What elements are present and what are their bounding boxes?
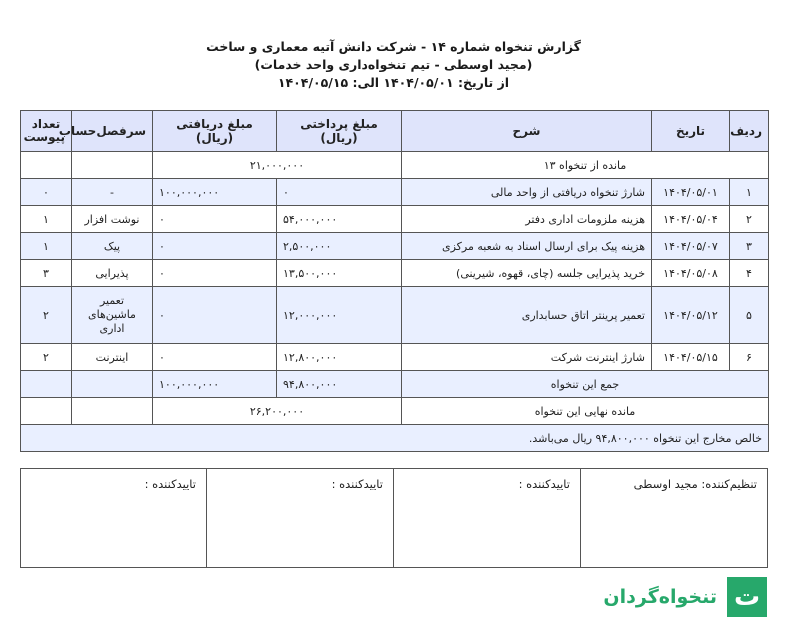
row-index: ۳ (730, 233, 769, 260)
table-row (21, 287, 769, 344)
approver-label: تاییدکننده : (331, 477, 383, 491)
signature-box-approver (206, 468, 394, 568)
col-header-description: شرح (402, 111, 652, 152)
total-row (21, 371, 769, 398)
opening-balance-label: مانده از تنخواه ۱۳ (402, 152, 769, 179)
row-paid: ۱۲,۸۰۰,۰۰۰ (277, 344, 402, 371)
table-row (21, 260, 769, 287)
row-attachments: ۲ (21, 287, 72, 344)
row-index: ۲ (730, 206, 769, 233)
total-label: جمع این تنخواه (402, 371, 769, 398)
row-description: هزینه ملزومات اداری دفتر (402, 206, 652, 233)
row-paid: ۰ (277, 179, 402, 206)
opening-balance-amount: ۲۱,۰۰۰,۰۰۰ (153, 152, 402, 179)
row-attachments: ۱ (21, 233, 72, 260)
col-header-received: مبلغ دریافتی (ریال) (153, 111, 277, 152)
row-index: ۵ (730, 287, 769, 344)
note-row (21, 425, 769, 452)
row-date: ۱۴۰۴/۰۵/۰۴ (652, 206, 730, 233)
report-subtitle: (مجید اوسطی - تیم تنخواه‌داری واحد خدمات) (254, 57, 533, 72)
row-received: ۰ (153, 344, 277, 371)
total-received: ۱۰۰,۰۰۰,۰۰۰ (153, 371, 277, 398)
row-paid: ۱۲,۰۰۰,۰۰۰ (277, 287, 402, 344)
row-date: ۱۴۰۴/۰۵/۰۱ (652, 179, 730, 206)
row-attachments: ۳ (21, 260, 72, 287)
row-index: ۴ (730, 260, 769, 287)
table-header-row (21, 111, 769, 152)
empty-cell (72, 371, 153, 398)
row-received: ۱۰۰,۰۰۰,۰۰۰ (153, 179, 277, 206)
row-received: ۰ (153, 233, 277, 260)
report-date-range: از تاریخ: ۱۴۰۴/۰۵/۰۱ الی: ۱۴۰۴/۰۵/۱۵ (277, 75, 510, 90)
row-description: شارژ تنخواه دریافتی از واحد مالی (402, 179, 652, 206)
empty-cell (21, 152, 72, 179)
signature-box-approver (393, 468, 581, 568)
row-account: اینترنت (72, 344, 153, 371)
row-date: ۱۴۰۴/۰۵/۰۷ (652, 233, 730, 260)
signature-box-approver (20, 468, 207, 568)
row-date: ۱۴۰۴/۰۵/۰۸ (652, 260, 730, 287)
opening-balance-row (21, 152, 769, 179)
row-date: ۱۴۰۴/۰۵/۱۲ (652, 287, 730, 344)
row-account: نوشت افزار (72, 206, 153, 233)
final-balance-row (21, 398, 769, 425)
row-attachments: ۰ (21, 179, 72, 206)
row-paid: ۱۳,۵۰۰,۰۰۰ (277, 260, 402, 287)
approver-label: تاییدکننده : (144, 477, 196, 491)
preparer-label: تنظیم‌کننده: مجید اوسطی (633, 477, 757, 491)
row-attachments: ۲ (21, 344, 72, 371)
empty-cell (72, 398, 153, 425)
row-index: ۶ (730, 344, 769, 371)
col-header-index: ردیف (730, 111, 769, 152)
row-account: - (72, 179, 153, 206)
net-expense-note: خالص مخارج این تنخواه ۹۴,۸۰۰,۰۰۰ ریال می‌باشد. (21, 425, 769, 452)
row-description: شارژ اینترنت شرکت (402, 344, 652, 371)
empty-cell (72, 152, 153, 179)
col-header-account: سرفصل‌حساب (72, 111, 153, 152)
brand-name: تنخواه‌گردان (603, 586, 717, 608)
col-header-attachments: تعداد پیوست (21, 111, 72, 152)
empty-cell (21, 371, 72, 398)
row-received: ۰ (153, 260, 277, 287)
table-row (21, 206, 769, 233)
row-date: ۱۴۰۴/۰۵/۱۵ (652, 344, 730, 371)
empty-cell (21, 398, 72, 425)
row-attachments: ۱ (21, 206, 72, 233)
final-balance-label: مانده نهایی این تنخواه (402, 398, 769, 425)
row-account: پیک (72, 233, 153, 260)
approver-label: تاییدکننده : (518, 477, 570, 491)
report-title: گزارش تنخواه شماره ۱۴ - شرکت دانش آتیه معماری و ساخت (206, 39, 581, 54)
table-row (21, 179, 769, 206)
petty-cash-table (20, 110, 769, 452)
col-header-paid: مبلغ پرداختی (ریال) (277, 111, 402, 152)
brand-logo-icon: ت (727, 577, 767, 617)
signature-box-preparer (580, 468, 768, 568)
table-row (21, 233, 769, 260)
row-received: ۰ (153, 206, 277, 233)
row-received: ۰ (153, 287, 277, 344)
final-balance-amount: ۲۶,۲۰۰,۰۰۰ (153, 398, 402, 425)
row-description: تعمیر پرینتر اتاق حسابداری (402, 287, 652, 344)
row-account: تعمیر ماشین‌های اداری (72, 287, 153, 344)
col-header-date: تاریخ (652, 111, 730, 152)
brand-logo (590, 577, 767, 617)
row-description: خرید پذیرایی جلسه (چای، قهوه، شیرینی) (402, 260, 652, 287)
row-description: هزینه پیک برای ارسال اسناد به شعبه مرکزی (402, 233, 652, 260)
row-index: ۱ (730, 179, 769, 206)
table-row (21, 344, 769, 371)
row-account: پذیرایی (72, 260, 153, 287)
row-paid: ۲,۵۰۰,۰۰۰ (277, 233, 402, 260)
total-paid: ۹۴,۸۰۰,۰۰۰ (277, 371, 402, 398)
row-paid: ۵۴,۰۰۰,۰۰۰ (277, 206, 402, 233)
